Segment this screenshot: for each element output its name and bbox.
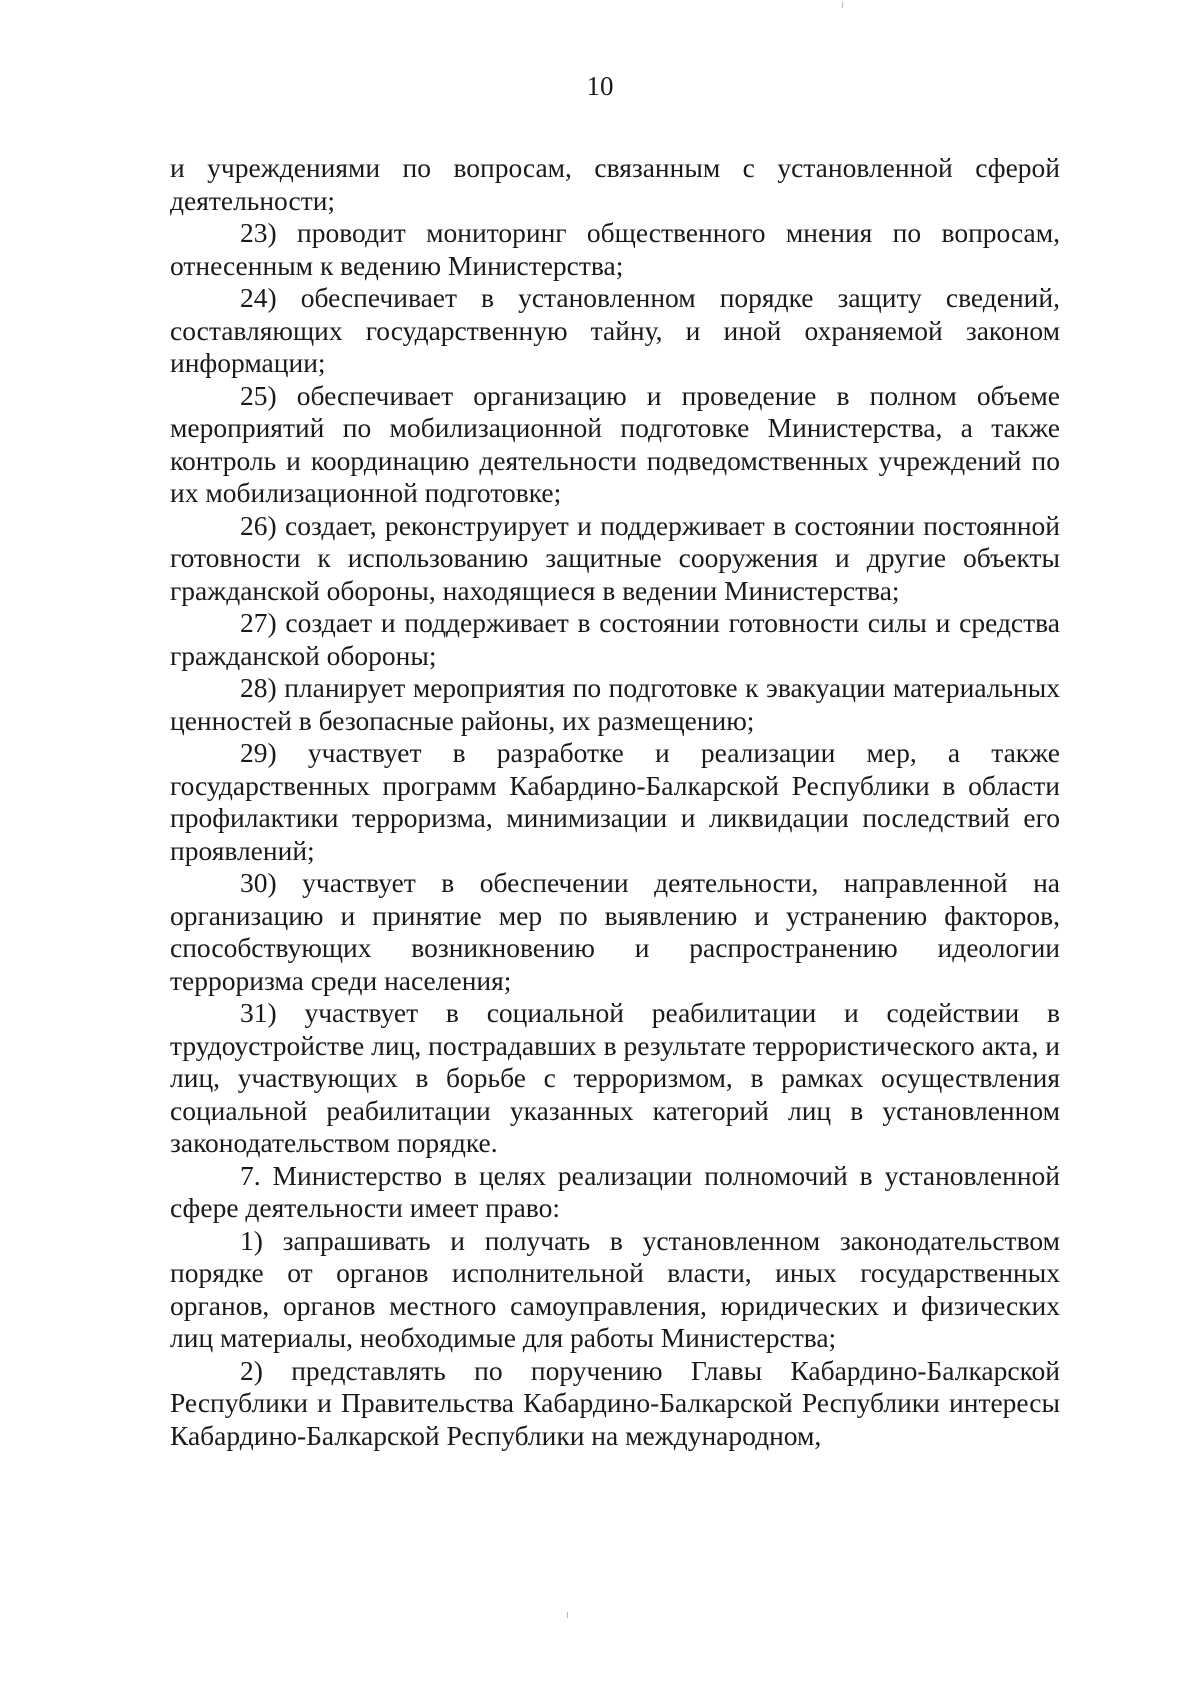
paragraph: 25) обеспечивает организацию и проведение в полном объеме мероприятий по мобилизационной подготовке Министерства, а также контроль и координацию деятельности подведомственных учреждений по их мобилизационной подготовке; [170, 379, 1060, 508]
paragraph: 2) представлять по поручению Главы Кабардино-Балкарской Республики и Правительства Кабардино-Балкарской Республики интересы Кабардино-Балкарской Республики на международном, [170, 1354, 1060, 1451]
paragraph: 23) проводит мониторинг общественного мнения по вопросам, отнесенным к ведению Министерства; [170, 217, 1060, 281]
paragraph: 31) участвует в социальной реабилитации и содействии в трудоустройстве лиц, пострадавших в результате террористического акта, и лиц, участвующих в борьбе с терроризмом, в рамках осуществления социальной реабилитации указанных категорий лиц в установленном законодательством порядке. [170, 997, 1060, 1158]
paragraph: 7. Министерство в целях реализации полномочий в установленной сфере деятельности имеет право: [170, 1159, 1060, 1223]
paragraph: 26) создает, реконструирует и поддерживает в состоянии постоянной готовности к использованию защитные сооружения и другие объекты гражданской обороны, находящиеся в ведении Министерства; [170, 509, 1060, 606]
paragraph: 28) планирует мероприятия по подготовке к эвакуации материальных ценностей в безопасные районы, их размещению; [170, 672, 1060, 736]
paragraph: и учреждениями по вопросам, связанным с установленной сферой деятельности; [170, 152, 1060, 216]
paragraph: 24) обеспечивает в установленном порядке защиту сведений, составляющих государственную тайну, и иной охраняемой законом информации; [170, 282, 1060, 378]
scan-speck [567, 1612, 568, 1618]
paragraph: 27) создает и поддерживает в состоянии готовности силы и средства гражданской обороны; [170, 607, 1060, 671]
paragraph: 1) запрашивать и получать в установленном законодательством порядке от органов исполнительной власти, иных государственных органов, органов местного самоуправления, юридических и физических лиц материалы, необходимые для работы Министерства; [170, 1224, 1060, 1353]
page-number: 10 [586, 71, 614, 101]
paragraph: 30) участвует в обеспечении деятельности, направленной на организацию и принятие мер по выявлению и устранению факторов, способствующих возникновению и распространению идеологии терроризма среди населения; [170, 867, 1060, 996]
scan-speck [842, 2, 843, 8]
body-text [170, 152, 1060, 1452]
paragraph: 29) участвует в разработке и реализации мер, а также государственных программ Кабардино-Балкарской Республики в области профилактики терроризма, минимизации и ликвидации последствий его проявлений; [170, 737, 1060, 866]
